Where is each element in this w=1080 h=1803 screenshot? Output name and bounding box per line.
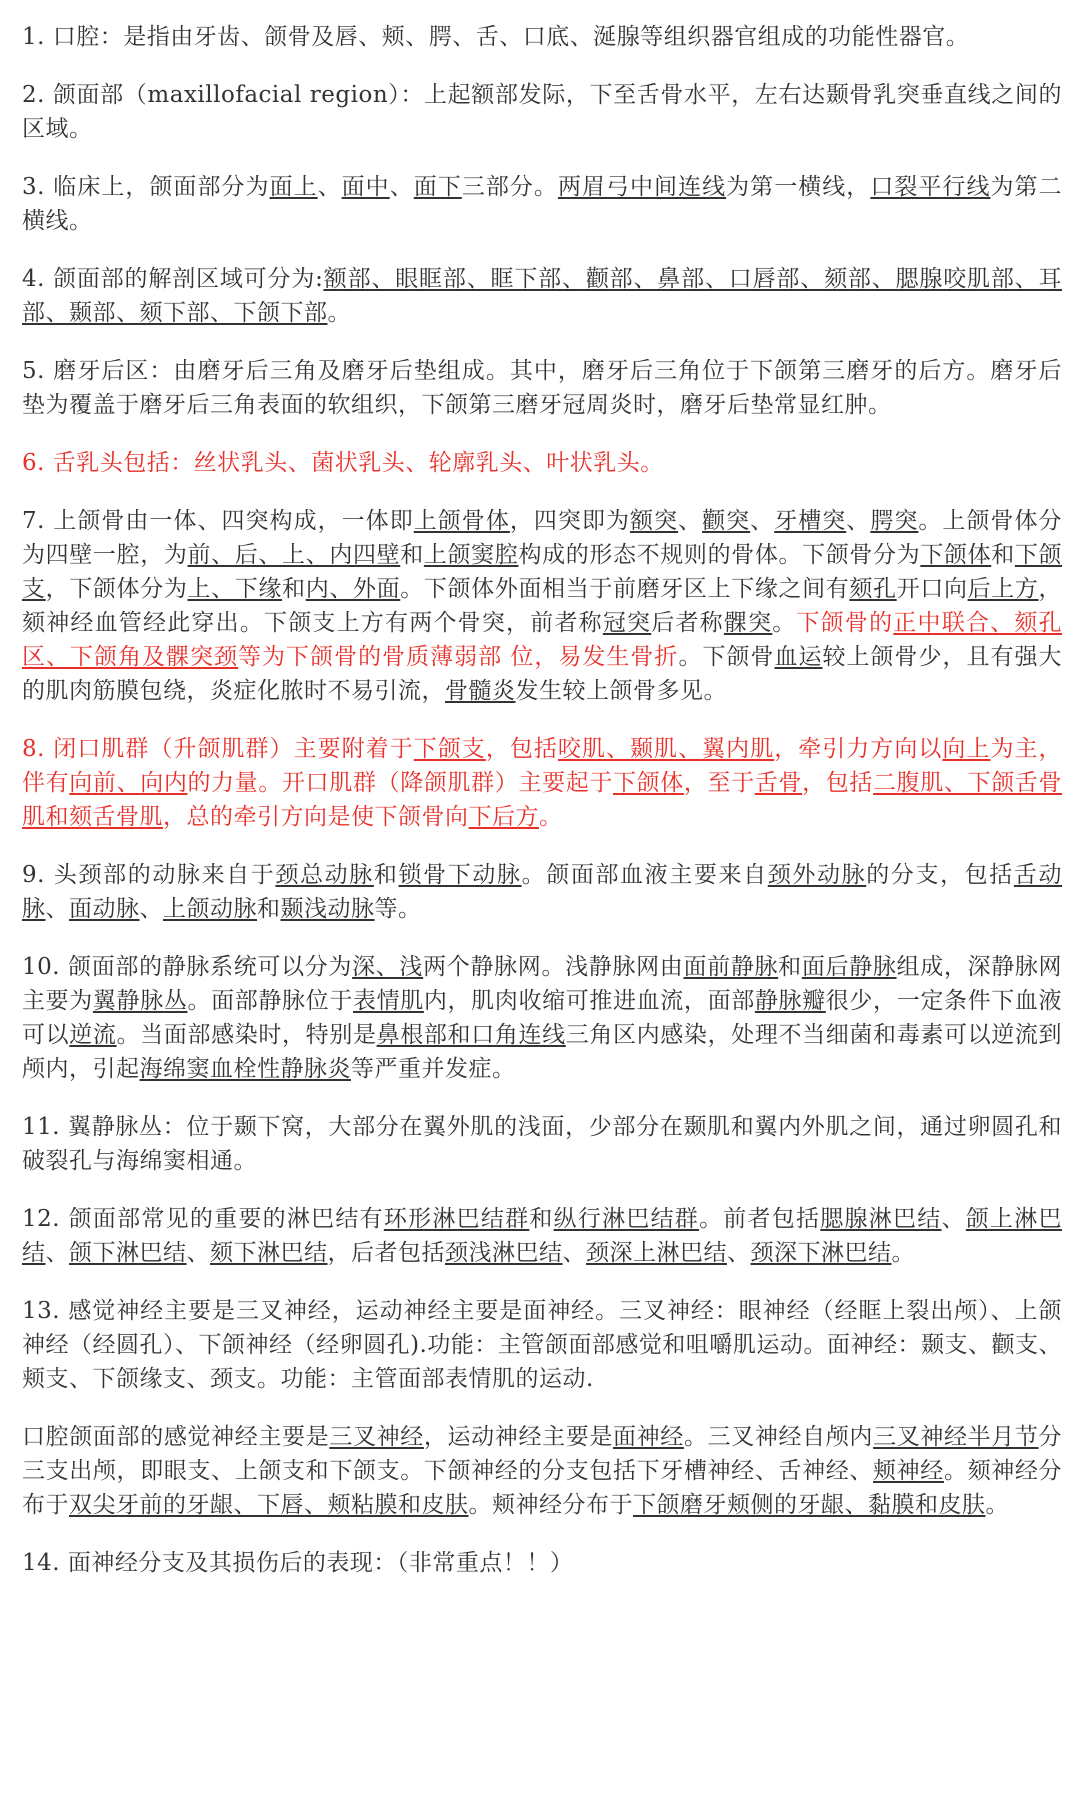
text-run: 和	[282, 576, 306, 602]
underlined-term: 下颌支	[413, 736, 486, 762]
paragraph-13	[22, 1294, 1062, 1396]
text-run: 。	[891, 1240, 915, 1266]
paragraph-2	[22, 78, 1062, 146]
paragraph-4	[22, 262, 1062, 330]
text-run: 的力量。开口肌群（降颌肌群）主要起于	[187, 770, 613, 796]
underlined-term: 面上	[269, 174, 318, 200]
paragraph-6	[22, 446, 1062, 480]
underlined-term: 翼静脉丛	[92, 988, 188, 1014]
text-run: ，至于	[683, 770, 755, 796]
text-run: 。三叉神经自颅内	[683, 1424, 874, 1450]
text-run: 等严重并发症。	[351, 1056, 516, 1082]
underlined-term: 牙槽突	[774, 508, 847, 534]
underlined-term: 颊神经	[873, 1458, 944, 1484]
text-run: 和	[257, 896, 281, 922]
underlined-term: 鼻根部和口角连线	[376, 1022, 566, 1048]
paragraph-10	[22, 950, 1062, 1086]
text-run: 、	[678, 508, 703, 534]
underlined-term: 舌骨	[754, 770, 803, 796]
text-run: 两个静脉网。浅静脉网由	[423, 954, 684, 980]
underlined-term: 面动脉	[69, 896, 140, 922]
underlined-term: 海绵窦血栓性静脉炎	[139, 1056, 351, 1082]
text-run: 。面部静脉位于	[187, 988, 353, 1014]
text-run: 后者称	[651, 610, 724, 636]
underlined-term: 内、外面	[305, 576, 401, 602]
text-run: 为第一横线，	[726, 174, 871, 200]
text-run: 。颊神经分布于	[468, 1492, 633, 1518]
text-run: 、	[750, 508, 775, 534]
text-run: 11. 翼静脉丛：位于颞下窝，大部分在翼外肌的浅面，少部分在颞肌和翼内外肌之间，通过卵圆孔和破裂孔与海绵窦相通。	[22, 1114, 1062, 1174]
text-run: 三部分。	[461, 174, 558, 200]
paragraph-11	[22, 1110, 1062, 1178]
text-run: 、	[45, 1240, 69, 1266]
text-run: 和	[991, 542, 1015, 568]
text-run: 6. 舌乳头包括：丝状乳头、菌状乳头、轮廓乳头、叶状乳头。	[22, 450, 664, 476]
underlined-term: 正中联合、颏孔区、下颌角及髁突颈	[22, 610, 1063, 670]
text-run: 。下颌体外面相当于前磨牙区上下缘之间有	[400, 576, 850, 602]
text-run: 。	[539, 804, 563, 830]
text-run: 。前者包括	[699, 1206, 821, 1232]
text-run: 、	[562, 1240, 586, 1266]
underlined-term: 下颌磨牙颊侧的牙龈、黏膜和皮肤	[633, 1492, 986, 1518]
underlined-term: 面下	[413, 174, 462, 200]
underlined-term: 血运	[774, 644, 823, 670]
underlined-term: 面后静脉	[801, 954, 897, 980]
underlined-term: 颧突	[702, 508, 751, 534]
paragraph-7	[22, 504, 1062, 708]
text-run: 和	[373, 862, 399, 888]
underlined-term: 三叉神经	[329, 1424, 424, 1450]
underlined-term: 上颌窦腔	[423, 542, 519, 568]
text-run: 、	[727, 1240, 751, 1266]
paragraph-8	[22, 732, 1062, 834]
text-run: 口腔颌面部的感觉神经主要是	[22, 1424, 330, 1450]
text-run: 和	[778, 954, 802, 980]
text-run: 很少，一定条件下血液可以	[22, 988, 1063, 1048]
text-run: 14. 面神经分支及其损伤后的表现：（非常重点！！）	[22, 1550, 574, 1576]
text-run: ，运动神经主要是	[423, 1424, 614, 1450]
underlined-term: 静脉瓣	[754, 988, 826, 1014]
text-run: 和	[400, 542, 424, 568]
text-run: 、	[139, 896, 163, 922]
underlined-term: 面神经	[613, 1424, 684, 1450]
text-run: 、	[317, 174, 342, 200]
underlined-term: 冠突	[602, 610, 652, 636]
underlined-term: 口裂平行线	[870, 174, 991, 200]
underlined-term: 后上方	[967, 576, 1039, 602]
underlined-term: 腭突	[870, 508, 919, 534]
underlined-term: 颞浅动脉	[280, 896, 375, 922]
document-body	[22, 20, 1062, 1580]
underlined-term: 纵行淋巴结群	[553, 1206, 700, 1232]
text-run: 。	[985, 1492, 1009, 1518]
underlined-term: 颌下淋巴结	[69, 1240, 187, 1266]
underlined-term: 颈总动脉	[275, 862, 374, 888]
underlined-term: 前、后、上、内四壁	[187, 542, 401, 568]
text-run: 分三支出颅，即眼支、上颌支和下颌支。下颌神经的分支包括下牙槽神经、舌神经、	[22, 1424, 1063, 1484]
text-run: 。上颌骨体分为四壁一腔，为	[22, 508, 1063, 568]
underlined-term: 舌动脉	[22, 862, 1063, 922]
text-run: 等为下颌骨的骨质薄弱部 位，易发生骨折	[238, 644, 679, 670]
underlined-term: 颏下淋巴结	[210, 1240, 328, 1266]
underlined-term: 二腹肌、下颌舌骨肌和颏舌骨肌	[22, 770, 1063, 830]
underlined-term: 上、下缘	[187, 576, 283, 602]
text-run: 等。	[374, 896, 422, 922]
text-run: 开口向	[896, 576, 968, 602]
underlined-term: 深、浅	[352, 954, 424, 980]
text-run: 8. 闭口肌群（升颌肌群）主要附着于	[22, 736, 414, 762]
underlined-term: 颈深下淋巴结	[750, 1240, 892, 1266]
underlined-term: 下颌体	[920, 542, 992, 568]
text-run: 12. 颌面部常见的重要的淋巴结有	[22, 1206, 384, 1232]
underlined-term: 骨髓炎	[445, 678, 516, 704]
underlined-term: 颈浅淋巴结	[445, 1240, 563, 1266]
text-run: 较上颌骨少，且有强大的肌肉筋膜包绕，炎症化脓时不易引流，	[22, 644, 1063, 704]
paragraph-12	[22, 1202, 1062, 1270]
text-run: ，四突即为	[509, 508, 631, 534]
paragraph-5	[22, 354, 1062, 422]
text-run: 。下颌骨	[678, 644, 775, 670]
text-run: 。	[772, 610, 797, 636]
underlined-term: 下颌体	[613, 770, 684, 796]
text-run: 。	[327, 300, 351, 326]
underlined-term: 颈外动脉	[767, 862, 867, 888]
paragraph-15	[22, 1546, 1062, 1580]
underlined-term: 双尖牙前的牙龈、下唇、颊粘膜和皮肤	[69, 1492, 469, 1518]
underlined-term: 三叉神经半月节	[873, 1424, 1039, 1450]
text-run: 9. 头颈部的动脉来自于	[22, 862, 276, 888]
underlined-term: 两眉弓中间连线	[557, 174, 727, 200]
paragraph-9	[22, 858, 1062, 926]
text-run: 下颌骨的	[796, 610, 894, 636]
paragraph-3	[22, 170, 1062, 238]
underlined-term: 腮腺淋巴结	[820, 1206, 942, 1232]
text-run: 、	[846, 508, 871, 534]
underlined-term: 面中	[341, 174, 390, 200]
text-run: 的分支，包括	[866, 862, 1014, 888]
text-run: 。当面部感染时，特别是	[116, 1022, 377, 1048]
text-run: 、	[389, 174, 414, 200]
text-run: ，包括	[802, 770, 874, 796]
underlined-term: 上颌动脉	[163, 896, 257, 922]
text-run: ，颏神经血管经此穿出。下颌支上方有两个骨突，前者称	[22, 576, 1063, 636]
text-run: 。颏神经分布于	[22, 1458, 1063, 1518]
underlined-term: 颈深上淋巴结	[586, 1240, 727, 1266]
text-run: 2. 颌面部（maxillofacial region）：上起额部发际，下至舌骨水平，左右达颞骨乳突垂直线之间的区域。	[22, 82, 1062, 142]
paragraph-1	[22, 20, 1062, 54]
text-run: 三角区内感染，处理不当细菌和毒素可以逆流到颅内，引起	[22, 1022, 1063, 1082]
text-run: 7. 上颌骨由一体、四突构成，一体即	[22, 508, 414, 534]
text-run: 构成的形态不规则的骨体。下颌骨分为	[518, 542, 921, 568]
text-run: 发生较上颌骨多见。	[515, 678, 727, 704]
text-run: 为主，伴有	[22, 736, 1063, 796]
underlined-term: 下后方	[468, 804, 539, 830]
text-run: 、	[45, 896, 69, 922]
text-run: 1. 口腔：是指由牙齿、颌骨及唇、颊、腭、舌、口底、涎腺等组织器官组成的功能性器官。	[22, 24, 970, 50]
underlined-term: 颏孔	[849, 576, 897, 602]
text-run: 。颌面部血液主要来自	[521, 862, 768, 888]
text-run: 、	[941, 1206, 966, 1232]
underlined-term: 环形淋巴结群	[383, 1206, 530, 1232]
text-run: 13. 感觉神经主要是三叉神经，运动神经主要是面神经。三叉神经：眼神经（经眶上裂出颅）、上颌神经（经圆孔）、下颌神经（经卵圆孔).功能：主管颌面部感觉和咀嚼肌运动。面神经：颞支、颧支、颊支、下颌缘支、颈支。功能：主管面部表情肌的运动.	[22, 1298, 1062, 1392]
text-run: 组成，深静脉网主要为	[22, 954, 1063, 1014]
text-run: 10. 颌面部的静脉系统可以分为	[22, 954, 353, 980]
text-run: 5. 磨牙后区：由磨牙后三角及磨牙后垫组成。其中，磨牙后三角位于下颌第三磨牙的后方。磨牙后垫为覆盖于磨牙后三角表面的软组织，下颌第三磨牙冠周炎时，磨牙后垫常显红肿。	[22, 358, 1062, 418]
underlined-term: 向前、向内	[69, 770, 188, 796]
text-run: ，后者包括	[327, 1240, 445, 1266]
underlined-term: 咬肌、颞肌、翼内肌	[557, 736, 775, 762]
text-run: 4. 颌面部的解剖区域可分为:	[22, 266, 324, 292]
underlined-term: 颌上淋巴结	[22, 1206, 1063, 1266]
underlined-term: 锁骨下动脉	[398, 862, 522, 888]
underlined-term: 向上	[942, 736, 991, 762]
text-run: 为第二横线。	[22, 174, 1063, 234]
underlined-term: 逆流	[69, 1022, 117, 1048]
underlined-term: 额部、眼眶部、眶下部、颧部、鼻部、口唇部、颏部、腮腺咬肌部、耳部、颞部、颏下部、下颌下部	[22, 266, 1063, 326]
text-run: ，总的牵引方向是使下颌骨向	[163, 804, 469, 830]
text-run: 内，肌肉收缩可推进血流，面部	[423, 988, 755, 1014]
text-run: ，下颌体分为	[45, 576, 188, 602]
underlined-term: 额突	[630, 508, 679, 534]
paragraph-14	[22, 1420, 1062, 1522]
underlined-term: 上颌骨体	[413, 508, 510, 534]
text-run: ，牵引力方向以	[774, 736, 943, 762]
underlined-term: 下颌支	[22, 542, 1063, 602]
text-run: 和	[529, 1206, 554, 1232]
text-run: ，包括	[485, 736, 558, 762]
underlined-term: 髁突	[723, 610, 773, 636]
underlined-term: 表情肌	[352, 988, 424, 1014]
underlined-term: 面前静脉	[683, 954, 779, 980]
text-run: 、	[186, 1240, 210, 1266]
text-run: 3. 临床上，颌面部分为	[22, 174, 270, 200]
